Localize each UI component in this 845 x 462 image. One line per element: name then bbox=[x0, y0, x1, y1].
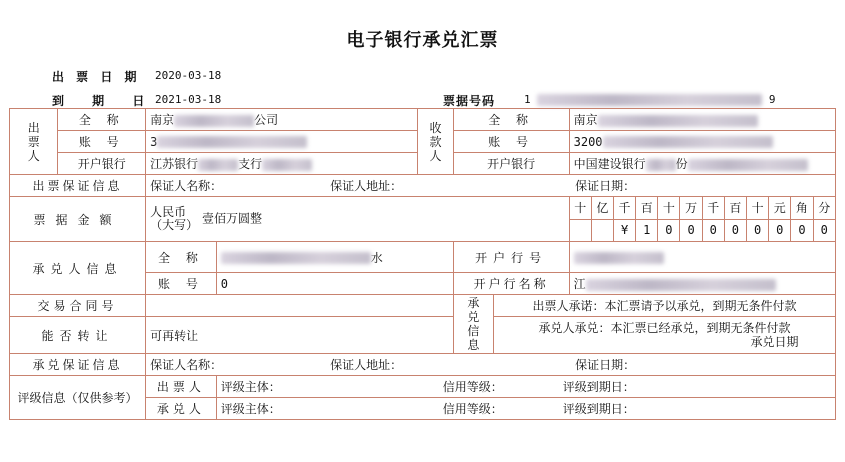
row-amount-units bbox=[10, 197, 836, 220]
drawer-guarantee-values: 保证人名称： 保证人地址： 保证日期： bbox=[146, 175, 836, 197]
contract-label: 交易合同号 bbox=[10, 295, 146, 317]
redacted bbox=[586, 279, 776, 291]
unit-3: 百 bbox=[636, 197, 658, 220]
redacted bbox=[574, 252, 664, 264]
drawer-guarantee-label: 出票保证信息 bbox=[10, 175, 146, 197]
acceptor-promise: 承兑人承兑：本汇票已经承兑，到期无条件付款 bbox=[538, 321, 791, 335]
digit-7: 0 bbox=[724, 219, 746, 242]
redacted bbox=[603, 136, 773, 148]
redacted bbox=[598, 115, 758, 127]
payee-account-value: 3200 bbox=[569, 131, 835, 153]
payee-section-label: 收款人 bbox=[418, 109, 453, 175]
payee-bank-label: 开户银行 bbox=[453, 153, 569, 175]
rmb-label: 人民币 （大写） bbox=[150, 205, 199, 232]
due-date-label: 到 期 日 bbox=[52, 94, 157, 108]
redacted bbox=[157, 136, 307, 148]
digit-5: 0 bbox=[680, 219, 702, 242]
drawer-name-value: 南京 公司 bbox=[146, 109, 418, 131]
unit-8: 十 bbox=[747, 197, 769, 220]
digit-2: ¥ bbox=[613, 219, 635, 242]
digit-0 bbox=[569, 219, 591, 242]
digit-1 bbox=[591, 219, 613, 242]
digit-8: 0 bbox=[747, 219, 769, 242]
acceptor-account-label: 账 号 bbox=[146, 273, 217, 295]
row-contract bbox=[10, 295, 836, 317]
unit-4: 十 bbox=[658, 197, 680, 220]
unit-5: 万 bbox=[680, 197, 702, 220]
rating-party-acceptor: 承兑人 bbox=[146, 398, 217, 420]
digit-3: 1 bbox=[636, 219, 658, 242]
acceptor-bank-no-value bbox=[569, 242, 835, 273]
acceptor-guarantee-values: 保证人名称： 保证人地址： 保证日期： bbox=[146, 354, 836, 376]
issue-date-value: 2020-03-18 bbox=[155, 69, 222, 82]
acceptor-bank-name-label: 开户行名称 bbox=[453, 273, 569, 295]
drawer-section-label: 出票人 bbox=[10, 109, 58, 175]
redacted bbox=[221, 252, 371, 264]
unit-7: 百 bbox=[724, 197, 746, 220]
bill-table bbox=[9, 108, 836, 420]
row-full-name bbox=[10, 109, 836, 131]
payee-name-label: 全 称 bbox=[453, 109, 569, 131]
unit-2: 千 bbox=[613, 197, 635, 220]
rating-values-acceptor: 评级主体： 信用等级： 评级到期日： bbox=[216, 398, 835, 420]
redacted bbox=[262, 159, 312, 171]
accept-date-label: 承兑日期 bbox=[750, 335, 799, 349]
row-transfer bbox=[10, 317, 836, 354]
unit-9: 元 bbox=[769, 197, 791, 220]
payee-account-label: 账 号 bbox=[453, 131, 569, 153]
unit-10: 角 bbox=[791, 197, 813, 220]
digit-11: 0 bbox=[813, 219, 835, 242]
redacted-bill-number bbox=[537, 94, 762, 106]
unit-11: 分 bbox=[813, 197, 835, 220]
digit-6: 0 bbox=[702, 219, 724, 242]
transfer-label: 能否转让 bbox=[10, 317, 146, 354]
redacted bbox=[688, 159, 808, 171]
due-date-value: 2021-03-18 bbox=[155, 93, 222, 106]
rating-party-drawer: 出票人 bbox=[146, 376, 217, 398]
row-acceptor-guarantee bbox=[10, 354, 836, 376]
bill-number-label: 票据号码 bbox=[443, 94, 496, 108]
transfer-value: 可再转让 bbox=[146, 317, 454, 354]
redacted bbox=[198, 159, 238, 171]
acceptor-promise-cell bbox=[493, 317, 835, 354]
acceptor-guarantee-label: 承兑保证信息 bbox=[10, 354, 146, 376]
bill-title: 电子银行承兑汇票 bbox=[346, 30, 499, 51]
digit-9: 0 bbox=[769, 219, 791, 242]
acceptor-name-label: 全 称 bbox=[146, 242, 217, 273]
drawer-name-label: 全 称 bbox=[58, 109, 146, 131]
unit-6: 千 bbox=[702, 197, 724, 220]
drawer-promise: 出票人承诺：本汇票请予以承兑，到期无条件付款 bbox=[493, 295, 835, 317]
payee-name-value: 南京 bbox=[569, 109, 835, 131]
bill-number-value: 1 9 bbox=[524, 93, 776, 106]
issue-date-label: 出 票 日 期 bbox=[52, 70, 141, 84]
payee-bank-value: 中国建设银行 份 bbox=[569, 153, 835, 175]
unit-1: 亿 bbox=[591, 197, 613, 220]
drawer-account-value: 3 bbox=[146, 131, 418, 153]
acceptor-name-value: 水 bbox=[216, 242, 453, 273]
amount-words-cell bbox=[146, 197, 570, 242]
amount-label: 票据金额 bbox=[10, 197, 146, 242]
redacted bbox=[174, 115, 254, 127]
drawer-account-label: 账 号 bbox=[58, 131, 146, 153]
contract-value bbox=[146, 295, 454, 317]
drawer-bank-label: 开户银行 bbox=[58, 153, 146, 175]
acceptor-account-value: 0 bbox=[216, 273, 453, 295]
row-acceptor-name bbox=[10, 242, 836, 273]
row-drawer-guarantee bbox=[10, 175, 836, 197]
digit-10: 0 bbox=[791, 219, 813, 242]
amount-words: 壹佰万圆整 bbox=[201, 211, 262, 226]
redacted bbox=[646, 159, 676, 171]
acceptor-bank-name-value: 江 bbox=[569, 273, 835, 295]
acceptance-info-label: 承兑信息 bbox=[453, 295, 493, 354]
acceptor-info-label: 承兑人信息 bbox=[10, 242, 146, 295]
rating-values-drawer: 评级主体： 信用等级： 评级到期日： bbox=[216, 376, 835, 398]
digit-4: 0 bbox=[658, 219, 680, 242]
row-rating-drawer bbox=[10, 376, 836, 398]
unit-0: 十 bbox=[569, 197, 591, 220]
rating-label: 评级信息（仅供参考） bbox=[10, 376, 146, 420]
drawer-bank-value: 江苏银行 支行 bbox=[146, 153, 418, 175]
acceptor-bank-no-label: 开户行号 bbox=[453, 242, 569, 273]
